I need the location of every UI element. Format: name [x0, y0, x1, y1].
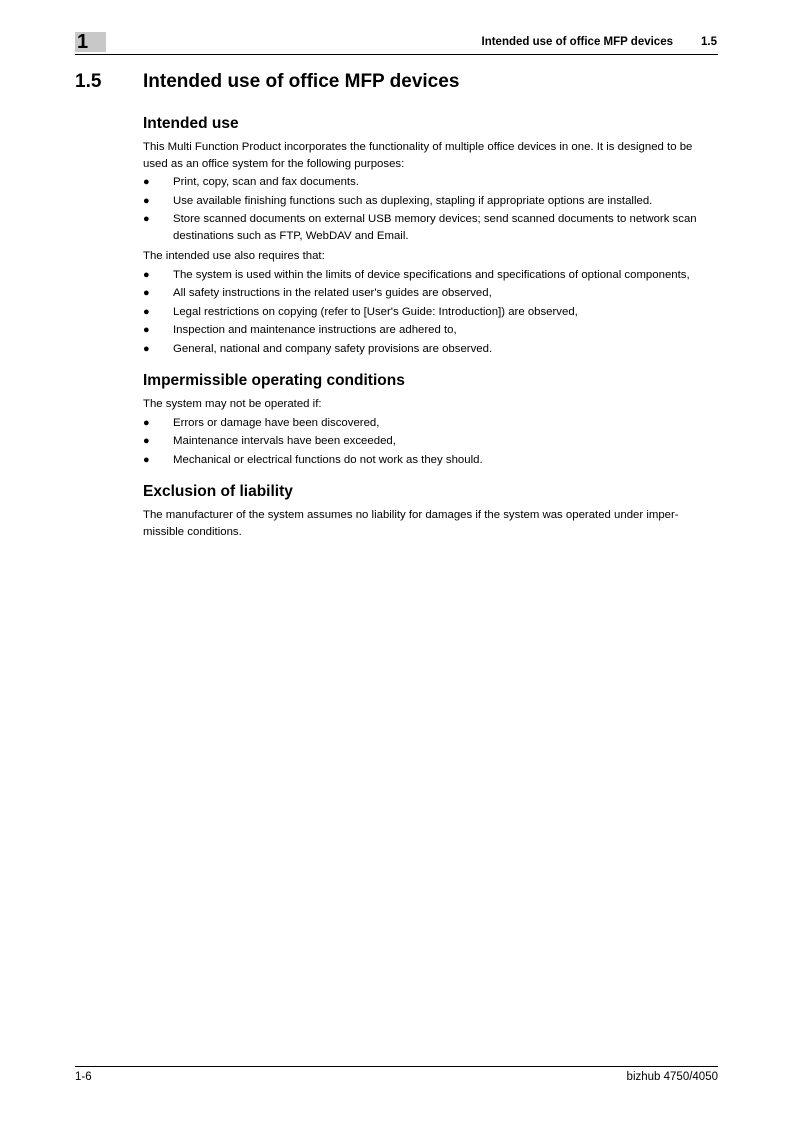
- section-number: 1.5: [75, 71, 102, 92]
- list-item: ● The system is used within the limits of device specifications and specifications of optional components,: [143, 267, 718, 284]
- bullet-icon: ●: [143, 305, 150, 318]
- bullet-icon: ●: [143, 194, 150, 207]
- bullet-icon: ●: [143, 324, 150, 336]
- bullet-icon: ●: [143, 213, 150, 225]
- list-item: ● All safety instructions in the related user's guides are observed,: [143, 285, 718, 302]
- list-item: ● Store scanned documents on external USB memory devices; send scanned documents to network scan destinations such as FTP, WebDAV and Email.: [143, 213, 697, 242]
- section-title: Intended use of office MFP devices: [143, 71, 460, 92]
- page-content: [143, 114, 718, 554]
- list-item: ● Legal restrictions on copying (refer to [User's Guide: Introduction]) are observed,: [143, 304, 718, 321]
- impermissible-intro: The system may not be operated if:: [143, 398, 322, 410]
- bullet-icon: ●: [143, 342, 150, 355]
- list-item: ● Maintenance intervals have been exceeded,: [143, 433, 718, 450]
- impermissible-section: [143, 371, 718, 468]
- list-item: ● Print, copy, scan and fax documents.: [143, 174, 718, 191]
- running-header: [482, 35, 718, 49]
- running-section-number: 1.5: [701, 36, 717, 48]
- requirements-list: [143, 267, 718, 358]
- conditions-list: [143, 415, 718, 469]
- list-item: ● Inspection and maintenance instructions are adhered to,: [143, 322, 718, 339]
- bullet-icon: ●: [143, 287, 150, 299]
- bullet-icon: ●: [143, 435, 150, 447]
- product-name: bizhub 4750/4050: [626, 1071, 718, 1083]
- header-rule: [75, 54, 718, 55]
- chapter-number: 1: [77, 31, 89, 53]
- footer-rule: [75, 1066, 718, 1067]
- liability-heading: Exclusion of liability: [143, 483, 293, 500]
- intended-use-section: [143, 114, 718, 357]
- bullet-icon: ●: [143, 176, 150, 188]
- bullet-icon: ●: [143, 268, 150, 281]
- list-item: ● Use available finishing functions such as duplexing, stapling if appropriate options are installed.: [143, 193, 718, 210]
- bullet-icon: ●: [143, 453, 150, 466]
- list-item: ● Errors or damage have been discovered,: [143, 415, 718, 432]
- intended-use-intro: This Multi Function Product incorporates the functionality of multiple office devices in one. It is designed to be used as an office system for the following purposes:: [143, 141, 693, 170]
- page-number: 1-6: [75, 1071, 92, 1083]
- list-item: ● Mechanical or electrical functions do not work as they should.: [143, 452, 718, 469]
- requires-intro: The intended use also requires that:: [143, 250, 325, 262]
- liability-text: The manufacturer of the system assumes no liability for damages if the system was operated under imper-missible conditions.: [143, 509, 679, 538]
- intended-use-heading: Intended use: [143, 115, 239, 132]
- impermissible-heading: Impermissible operating conditions: [143, 372, 405, 389]
- list-item: ● General, national and company safety provisions are observed.: [143, 341, 718, 358]
- purposes-list: [143, 174, 718, 244]
- bullet-icon: ●: [143, 416, 150, 429]
- liability-section: [143, 482, 718, 540]
- running-title: Intended use of office MFP devices: [481, 36, 673, 48]
